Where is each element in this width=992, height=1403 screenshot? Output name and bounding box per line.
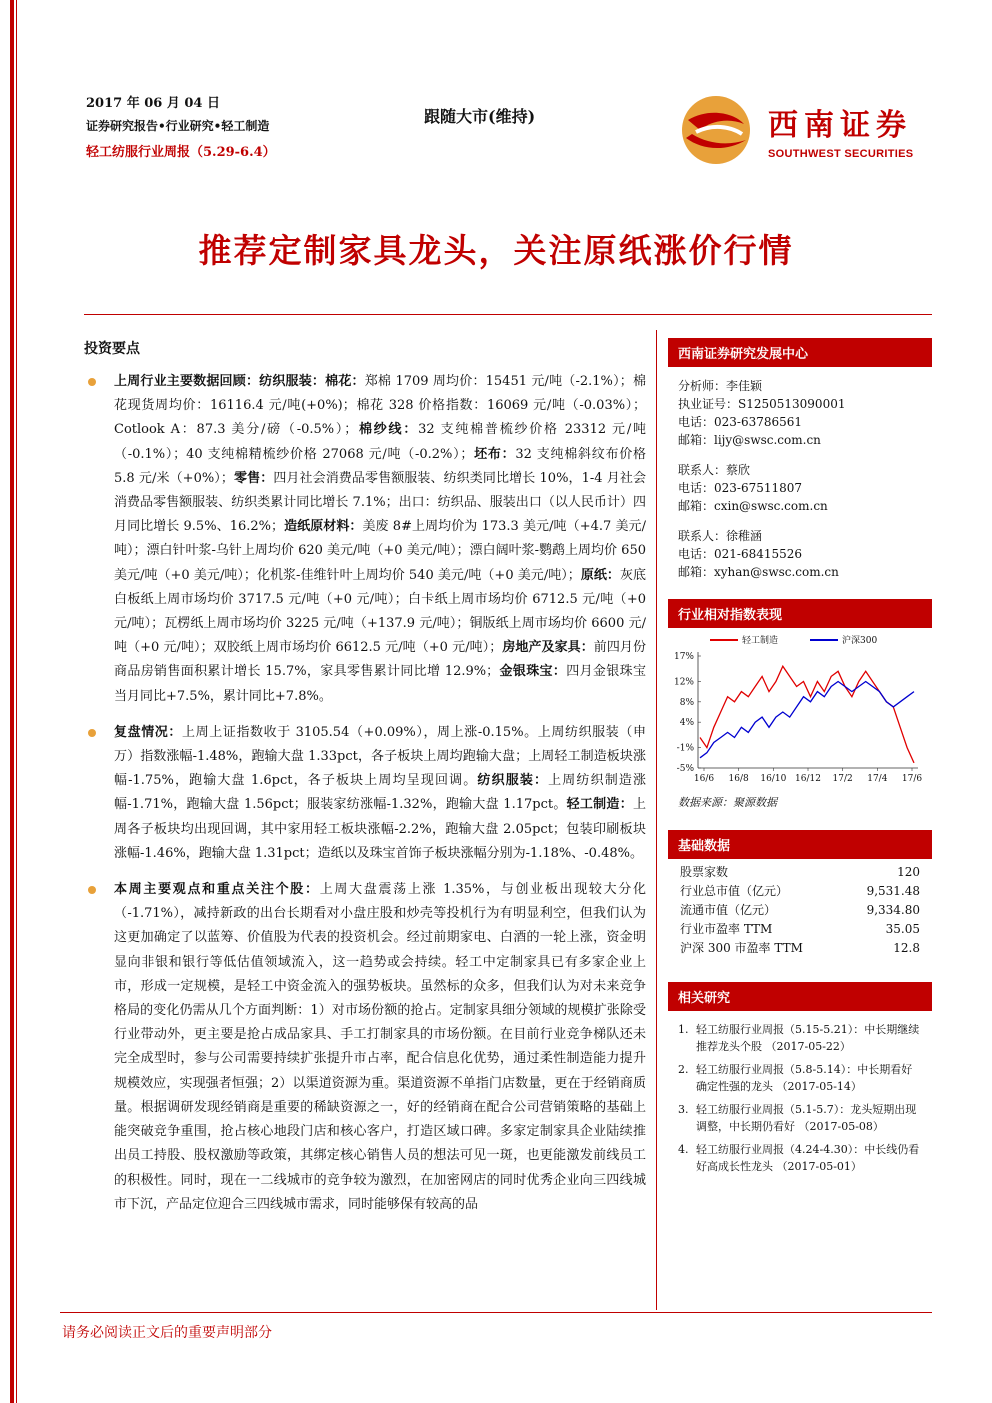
bullet-icon	[88, 729, 96, 737]
text-run: 灰底白板纸上周市场均价 3717.5 元/吨（+0 元/吨）；白卡纸上周市场均价 6712.5 元/吨（+0 元/吨）；瓦楞纸上周市场均价 3225 元/吨（+137.9 元/吨）；铜版纸上周市场均价 6600 元/吨（+0 元/吨）；双胶纸上周市场均价 6612.5 元/吨（+0 元/吨）；	[114, 567, 646, 656]
report-date: 2017 年 06 月 04 日	[86, 96, 220, 111]
keyword: 轻工制造：	[566, 797, 633, 813]
chart-heading: 行业相对指数表现	[668, 599, 932, 628]
keyword: 棉花：	[325, 374, 365, 389]
text-run: 上周大盘震荡上涨 1.35%，与创业板出现较大分化（-1.71%），减持新政的出台长期看对小盘庄股和炒壳等投机行为有明显利空，但我们认为这更加确定了以蓝筹、价值股为代表的投资机会。经过前期家电、白酒的一轮上涨，资金明显向非银和银行等低估值领域流入，这一趋势或会持续。轻工中定制家具已有多家企业上市，形成一定规模，是轻工中资金流入的强势板块。虽然标的众多，但我们认为对未来竞争格局的变化仍需从几个方面判断：1）对市场份额的抢占。定制家具细分领域的规模扩张除受行业带动外，更主要是抢占成品家具、手工打制家具的市场份额。在目前行业竞争梯队还未完全成型时，参与公司需要持续扩张提升市占率，配合信息化优势，通过柔性制造能力提升规模效应，实现强者恒强；2）以渠道资源为重。渠道资源不单指门店数量，更在于经销商质量。根据调研发现经销商是重要的稀缺资源之一，好的经销商在配合公司营销策略的基础上能突破竞争重围，抢占核心地段门店和核心客户，打造区域口碑。多家定制家具企业陆续推出员工持股、股权激励等政策，其绑定核心销售人员的想法可见一斑，也更能激发前线员工的积极性。同时，现在一二线城市的竞争较为激烈，在加密网店的同时优秀企业向三四线城市下沉，产品定位迎合三四线城市需求，同时能够保有较高的品	[114, 882, 646, 1212]
contact-line: 联系人：蔡欣	[678, 463, 751, 477]
basic-data-row	[668, 920, 932, 939]
keyword: 造纸原材料：	[284, 519, 363, 535]
basic-data-value: 120	[897, 865, 920, 879]
basic-data-value: 35.05	[885, 922, 920, 936]
logo-cn-text: 西南证券	[768, 108, 912, 143]
series-line	[700, 682, 914, 758]
contact-line: 邮箱：xyhan@swsc.com.cn	[678, 565, 839, 579]
research-item[interactable]	[678, 1021, 922, 1055]
x-tick-label: 17/6	[901, 774, 923, 784]
paragraph-market-review	[84, 721, 646, 866]
basic-data-heading: 基础数据	[668, 830, 932, 859]
index-chart-section	[668, 599, 932, 810]
main-content	[84, 338, 646, 1229]
legend-label: 轻工制造	[742, 636, 779, 646]
title-divider	[84, 314, 932, 315]
keyword: 房地产及家具：	[502, 640, 594, 656]
x-tick-label: 17/2	[832, 774, 853, 784]
y-tick-label: 12%	[673, 677, 694, 688]
report-series: 证券研究报告•行业研究•轻工制造	[86, 119, 270, 133]
research-item-number: 2.	[678, 1063, 689, 1076]
section-heading: 投资要点	[84, 341, 140, 357]
y-tick-label: -5%	[676, 764, 694, 774]
y-tick-label: 4%	[679, 718, 694, 729]
paragraph-text	[114, 374, 646, 704]
research-item-number: 3.	[678, 1103, 689, 1116]
keyword: 金银珠宝：	[499, 664, 567, 680]
y-tick-label: -1%	[676, 743, 694, 754]
analyst-line: 分析师：李佳颖	[678, 379, 763, 393]
sidebar	[668, 338, 932, 1181]
bullet-icon	[88, 378, 96, 386]
keyword: 坯布：	[473, 446, 516, 462]
analyst-line: 邮箱：lijy@swsc.com.cn	[678, 433, 821, 447]
column-divider	[656, 330, 657, 1310]
x-tick-label: 16/12	[795, 774, 821, 784]
x-tick-label: 16/8	[728, 774, 749, 784]
text-run: 美废 8#上周均价为 173.3 美元/吨（+4.7 美元/吨）；漂白针叶浆-乌针上周均价 620 美元/吨（+0 美元/吨）；漂白阔叶浆-鹦鹉上周均价 650 美元/吨（+0 美元/吨）；化机浆-佳维针叶上周均价 540 美元/吨（+0 美元/吨）；	[114, 519, 646, 583]
research-item-number: 1.	[678, 1023, 689, 1036]
analyst-line: 执业证号：S1250513090001	[678, 397, 846, 411]
related-research-heading: 相关研究	[668, 982, 932, 1011]
basic-data-value: 9,334.80	[866, 903, 920, 917]
basic-data-table	[668, 859, 932, 958]
related-research-list	[668, 1011, 932, 1175]
research-item-title: 轻工纺服行业周报（5.1-5.7）：龙头短期出现调整，中长期仍看好 （2017-05-08）	[696, 1103, 917, 1133]
keyword: 原纸：	[580, 567, 620, 583]
research-item[interactable]	[678, 1101, 922, 1135]
logo-emblem-icon	[678, 90, 758, 170]
left-margin-line	[16, 0, 17, 1403]
research-center-heading: 西南证券研究发展中心	[668, 338, 932, 367]
keyword: 上周行业主要数据回顾：	[114, 374, 260, 389]
basic-data-row	[668, 939, 932, 958]
related-research-section	[668, 982, 932, 1175]
keyword: 纺织服装：	[259, 374, 326, 389]
report-weekly-title: 轻工纺服行业周报（5.29-6.4）	[86, 145, 276, 160]
left-margin-bar	[10, 0, 14, 1403]
page-title: 推荐定制家具龙头，关注原纸涨价行情	[198, 231, 794, 270]
text-run: 32 支纯棉斜纹布价格 5.8 元/米（+0%）；	[114, 446, 646, 486]
bullet-icon	[88, 886, 96, 894]
text-run: 32 支纯棉普梳纱价格 23312 元/吨（-0.1%）；40 支纯棉精梳纱价格 27068 元/吨（-0.2%）；	[114, 422, 646, 462]
paragraph-text	[114, 725, 646, 861]
text-run: 四月社会消费品零售额服装、纺织类同比增长 10%，1-4 月社会消费品零售额服装、纺织类累计同比增长 7.1%；出口：纺织品、服装出口（以人民币计）四月同比增长 9.5%、16.2%；	[114, 470, 646, 535]
basic-data-key: 股票家数	[680, 865, 729, 879]
contact-line: 联系人：徐稚涵	[678, 529, 763, 543]
text-run: 上周纺织制造涨幅-1.71%，跑输大盘 1.56pct；服装家纺涨幅-1.32%，跑输大盘 1.17pct。	[114, 773, 646, 813]
keyword: 零售：	[233, 470, 274, 486]
company-logo	[678, 90, 928, 170]
basic-data-key: 行业市盈率 TTM	[680, 922, 773, 936]
y-tick-label: 17%	[673, 652, 694, 662]
report-header	[86, 92, 276, 160]
basic-data-key: 流通市值（亿元）	[680, 903, 777, 917]
y-tick-label: 8%	[679, 697, 694, 708]
contact-line: 邮箱：cxin@swsc.com.cn	[678, 499, 828, 513]
text-run: 四月金银珠宝当月同比+7.5%，累计同比+7.8%。	[114, 664, 646, 704]
keyword: 本周主要观点和重点关注个股：	[114, 882, 320, 898]
paragraph-data-review	[84, 370, 646, 709]
contact-line: 电话：023-67511807	[678, 481, 803, 495]
research-item-title: 轻工纺服行业周报（5.15-5.21）：中长期继续推荐龙头个股 （2017-05-22）	[696, 1023, 920, 1053]
research-item-number: 4.	[678, 1143, 689, 1156]
x-tick-label: 16/10	[760, 774, 787, 784]
keyword: 纺织服装：	[477, 773, 549, 789]
footer-disclaimer: 请务必阅读正文后的重要声明部分	[62, 1325, 272, 1341]
basic-data-row	[668, 882, 932, 901]
legend-label: 沪深300	[842, 636, 878, 646]
keyword: 棉纱线：	[357, 422, 419, 438]
relative-index-chart	[668, 628, 932, 788]
rating: 跟随大市(维持)	[424, 107, 536, 126]
research-item-title: 轻工纺服行业周报（5.8-5.14）：中长期看好确定性强的龙头 （2017-05-14）	[696, 1063, 913, 1093]
text-run: 上周上证指数收于 3105.54（+0.09%），周上涨-0.15%。上周纺织服装（申万）指数涨幅-1.48%，跑输大盘 1.33pct，各子板块上周均跑输大盘；上周轻工制造板块涨幅-1.75%，跑输大盘 1.6pct，各子板块上周均呈现回调。	[114, 724, 646, 789]
chart-source: 数据来源：聚源数据	[678, 796, 777, 809]
series-line	[700, 666, 914, 763]
text-run: 前四月份商品房销售面积累计增长 15.7%，家具零售累计同比增 12.9%；	[114, 640, 646, 680]
basic-data-key: 行业总市值（亿元）	[680, 884, 789, 898]
analyst-line: 电话：023-63786561	[678, 415, 803, 429]
keyword: 复盘情况：	[114, 724, 183, 740]
text-run: 上周各子板块均出现回调，其中家用轻工板块涨幅-2.2%，跑输大盘 2.05pct；包装印刷板块涨幅-1.46%，跑输大盘 1.31pct；造纸以及珠宝首饰子板块涨幅分别为-1.18%、-0.48%。	[114, 797, 646, 861]
basic-data-row	[668, 901, 932, 920]
research-item[interactable]	[678, 1061, 922, 1095]
x-tick-label: 16/6	[693, 774, 715, 784]
basic-data-value: 12.8	[893, 941, 920, 955]
basic-data-key: 沪深 300 市盈率 TTM	[680, 941, 803, 955]
contact-line: 电话：021-68415526	[678, 547, 803, 561]
logo-en-text: SOUTHWEST SECURITIES	[768, 148, 914, 160]
x-tick-label: 17/4	[867, 774, 888, 784]
analyst-contacts	[668, 367, 932, 581]
basic-data-value: 9,531.48	[866, 884, 920, 898]
basic-data-row	[668, 863, 932, 882]
paragraph-key-views	[84, 878, 646, 1217]
research-item[interactable]	[678, 1141, 922, 1175]
footer-divider	[60, 1312, 932, 1313]
text-run: 郑棉 1709 周均价：15451 元/吨（-2.1%）；棉花现货周均价：16116.4 元/吨(+0%)；棉花 328 价格指数：16069 元/吨（-0.03%）；Cotlook A：87.3 美分/磅（-0.5%）；	[114, 374, 646, 438]
research-item-title: 轻工纺服行业周报（4.24-4.30）：中长线仍看好高成长性龙头 （2017-05-01）	[696, 1143, 920, 1173]
basic-data-section	[668, 830, 932, 958]
paragraph-text	[114, 882, 646, 1212]
